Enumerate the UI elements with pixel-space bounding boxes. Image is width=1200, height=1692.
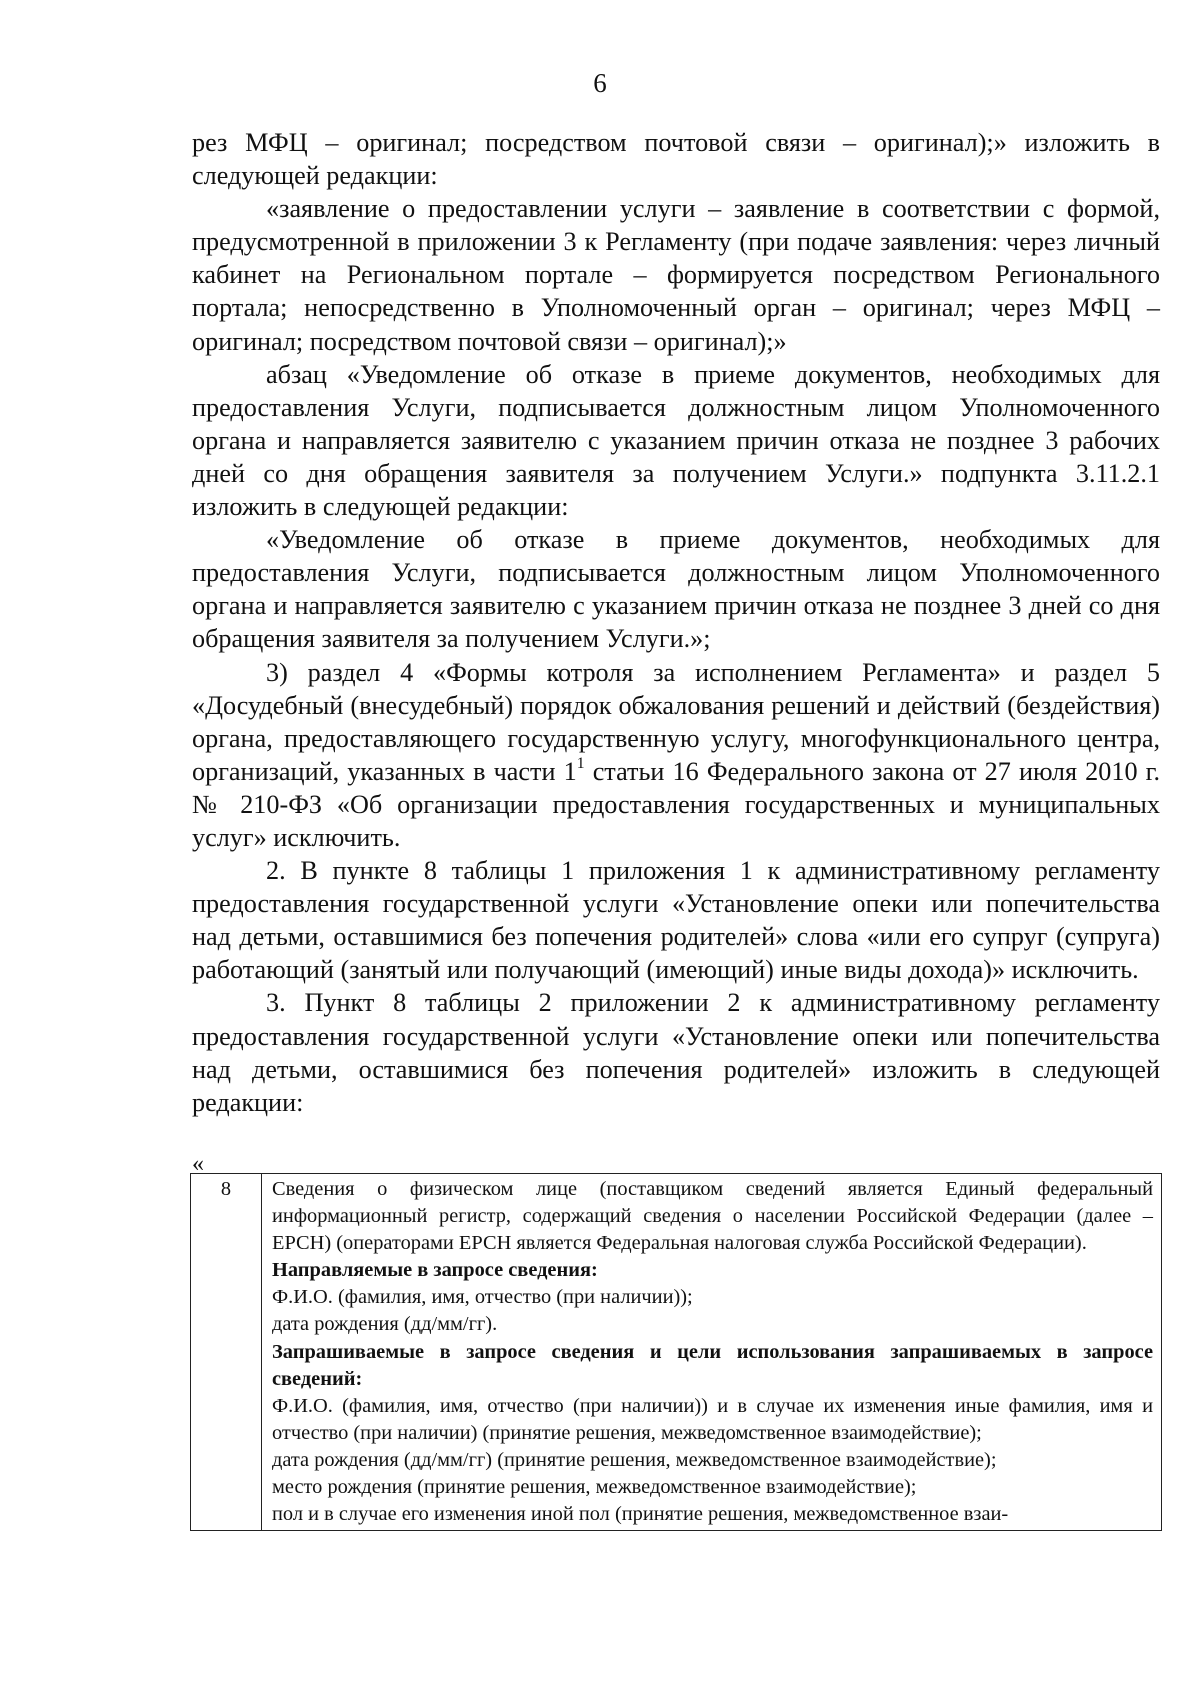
opening-quote-mark: «	[192, 1151, 204, 1177]
paragraph-new-wording: «Уведомление об отказе в приеме документов, необходимых для предоставления Услуги, подписывается должностным лицом Уполномоченного органа и направляется заявителю с указанием причин отказа не позднее 3 дней со дня обращения заявителя за получением Услуги.»;	[192, 525, 1160, 654]
body-text	[192, 126, 1160, 1119]
paragraph-item-3-text-end: статьи 16 Федерального закона от 27 июля 2010 г. № 210-ФЗ «Об организации предоставления государственных и муниципальных услуг» исключить.	[192, 756, 1160, 852]
superscript-footnote: 1	[576, 754, 585, 772]
table-row	[191, 1174, 1162, 1531]
table-line: пол и в случае его изменения иной пол (принятие решения, межведомственное взаи-	[272, 1503, 1009, 1526]
paragraph-item-3	[192, 656, 1160, 855]
table-line: Сведения о физическом лице (поставщиком сведений является Единый федеральный информационный регистр, содержащий сведения о населении Российской Федерации (далее – ЕРСН) (операторами ЕРСН является Федеральная налоговая служба Российской Федерации).	[272, 1178, 1153, 1255]
table-line-heading: Запрашиваемые в запросе сведения и цели использования запрашиваемых в запросе сведений:	[272, 1340, 1153, 1390]
row-number-cell: 8	[191, 1174, 262, 1531]
paragraph-point-2: 2. В пункте 8 таблицы 1 приложения 1 к административному регламенту предоставления государственной услуги «Установление опеки или попечительства над детьми, оставшимися без попечения родителей» слова «или его супруг (супруга) работающий (занятый или получающий (имеющий) иные виды дохода)» исключить.	[192, 856, 1160, 985]
paragraph-quoted-statement: «заявление о предоставлении услуги – заявление в соответствии с формой, предусмотренной в приложении 3 к Регламенту (при подаче заявления: через личный кабинет на Региональном портале – формируется посредством Регионального портала; непосредственно в Уполномоченный орган – оригинал; через МФЦ – оригинал; посредством почтовой связи – оригинал);»	[192, 194, 1160, 356]
table-line: Ф.И.О. (фамилия, имя, отчество (при наличии)) и в случае их изменения иные фамилия, имя и отчество (при наличии) (принятие решения, межведомственное взаимодействие);	[272, 1394, 1153, 1444]
page-number: 6	[593, 68, 607, 98]
paragraph-point-3: 3. Пункт 8 таблицы 2 приложении 2 к административному регламенту предоставления государственной услуги «Установление опеки или попечительства над детьми, оставшимися без попечения родителей» изложить в следующей редакции:	[192, 988, 1160, 1117]
table-line: Ф.И.О. (фамилия, имя, отчество (при наличии));	[272, 1286, 693, 1309]
paragraph-item-3-text: 3) раздел 4 «Формы котроля за исполнением Регламента» и раздел 5 «Досудебный (внесудебный) порядок обжалования решений и действий (бездействия) органа, предоставляющего государственную услугу, многофункционального центра, организаций, указанных в части 1	[192, 657, 1160, 786]
table-line: место рождения (принятие решения, межведомственное взаимодействие);	[272, 1476, 917, 1499]
table-line-heading: Направляемые в запросе сведения:	[272, 1259, 598, 1282]
paragraph-abzac: абзац «Уведомление об отказе в приеме документов, необходимых для предоставления Услуги, подписывается должностным лицом Уполномоченного органа и направляется заявителю с указанием причин отказа не позднее 3 рабочих дней со дня обращения заявителя за получением Услуги.» подпункта 3.11.2.1 изложить в следующей редакции:	[192, 359, 1160, 522]
regulation-table	[190, 1173, 1162, 1531]
table-line: дата рождения (дд/мм/гг).	[272, 1313, 498, 1336]
table-line: дата рождения (дд/мм/гг) (принятие решения, межведомственное взаимодействие);	[272, 1448, 997, 1471]
row-content-cell	[262, 1174, 1162, 1531]
paragraph-continuation: рез МФЦ – оригинал; посредством почтовой связи – оригинал);» изложить в следующей редакции:	[192, 128, 1160, 191]
